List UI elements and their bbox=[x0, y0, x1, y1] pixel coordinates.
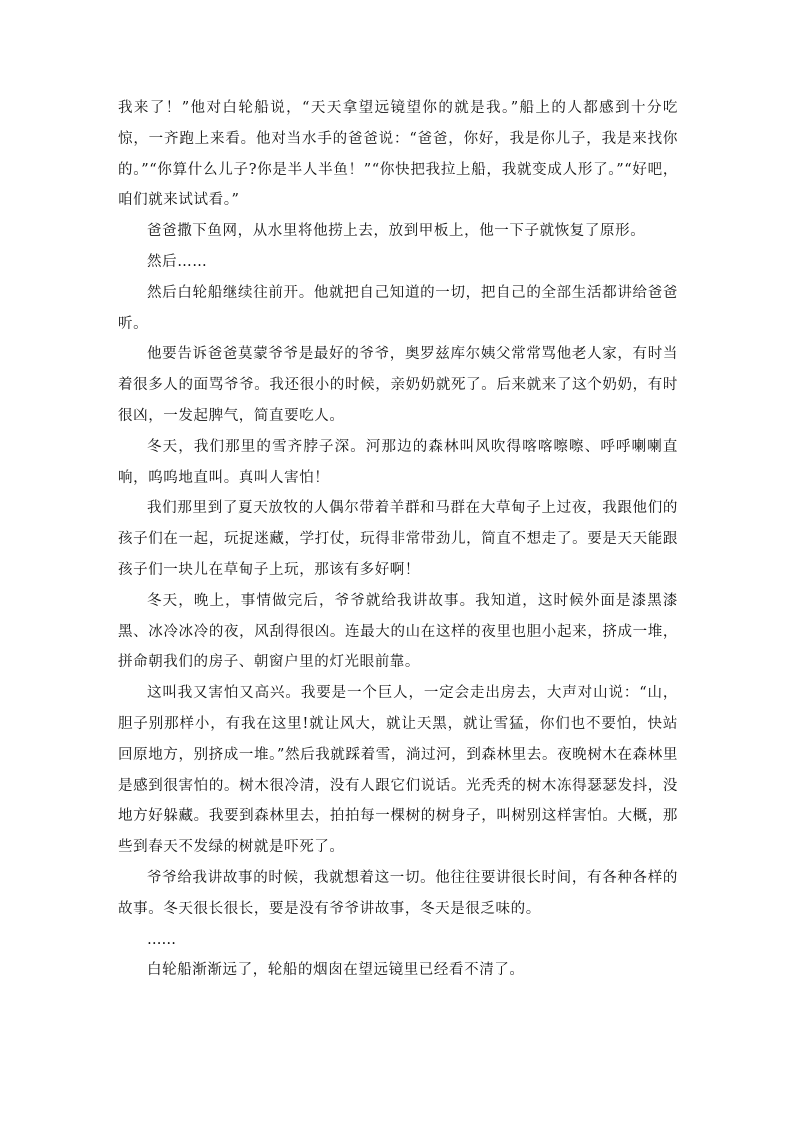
paragraph-10: 爷爷给我讲故事的时候，我就想着这一切。他往往要讲很长时间，有各种各样的故事。冬天很长很长，要是没有爷爷讲故事，冬天是很乏味的。 bbox=[118, 869, 678, 917]
paragraph-8: 冬天，晚上，事情做完后，爷爷就给我讲故事。我知道，这时候外面是漆黑漆黑、冰冷冰冷的夜，风刮得很凶。连最大的山在这样的夜里也胆小起来，挤成一堆，拼命朝我们的房子、朝窗户里的灯光眼前靠。 bbox=[118, 592, 678, 671]
document-body bbox=[118, 93, 678, 986]
paragraph-9: 这叫我又害怕又高兴。我要是一个巨人，一定会走出房去，大声对山说：“山，胆子别那样小，有我在这里!就让风大，就让天黑，就让雪猛，你们也不要怕，快站回原地方，别挤成一堆。”然后我就踩着雪，淌过河，到森林里去。夜晚树木在森林里是感到很害怕的。树木很冷清，没有人跟它们说话。光秃秃的树木冻得瑟瑟发抖，没地方好躲藏。我要到森林里去，拍拍每一棵树的树身子，叫树别这样害怕。大概，那些到春天不发绿的树就是吓死了。 bbox=[118, 685, 678, 856]
paragraph-5: 他要告诉爸爸莫蒙爷爷是最好的爷爷，奥罗兹库尔姨父常常骂他老人家，有时当着很多人的面骂爷爷。我还很小的时候，亲奶奶就死了。后来就来了这个奶奶，有时很凶，一发起脾气，简直要吃人。 bbox=[118, 346, 678, 424]
paragraph-4: 然后白轮船继续往前开。他就把自己知道的一切，把自己的全部生活都讲给爸爸听。 bbox=[118, 284, 678, 332]
paragraph-1: 我来了！”他对白轮船说，“天天拿望远镜望你的就是我。”船上的人都感到十分吃惊，一齐跑上来看。他对当水手的爸爸说：“爸爸，你好，我是你儿子，我是来找你的。”“你算什么儿子?你是半人半鱼！”“你快把我拉上船，我就变成人形了。”“好吧，咱们就来试试看。” bbox=[118, 100, 678, 209]
paragraph-3: 然后…… bbox=[147, 253, 208, 270]
paragraph-7: 我们那里到了夏天放牧的人偶尔带着羊群和马群在大草甸子上过夜，我跟他们的孩子们在一起，玩捉迷藏，学打仗，玩得非常带劲儿，简直不想走了。要是天天能跟孩子们一块儿在草甸子上玩，那该有多好啊！ bbox=[118, 500, 678, 578]
paragraph-6: 冬天，我们那里的雪齐脖子深。河那边的森林叫风吹得喀喀嚓嚓、呼呼喇喇直响，呜呜地直叫。真叫人害怕！ bbox=[118, 438, 678, 486]
paragraph-2: 爸爸撒下鱼网，从水里将他捞上去，放到甲板上，他一下子就恢复了原形。 bbox=[147, 223, 646, 240]
paragraph-12: 白轮船渐渐远了，轮船的烟囱在望远镜里已经看不清了。 bbox=[147, 962, 525, 979]
paragraph-11-ellipsis: …… bbox=[147, 931, 176, 948]
